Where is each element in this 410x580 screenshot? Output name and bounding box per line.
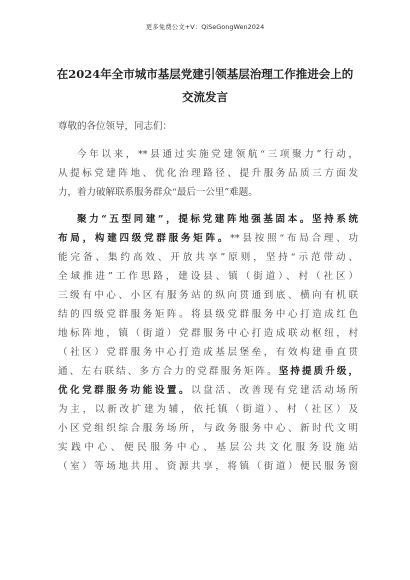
paragraph-2-line: 为主，以新改扩建为辅，依托镇（街道）、村（社区）及: [58, 404, 358, 415]
paragraph-2-line: 小区党组织综合服务场所，与政务服务中心、新时代文明: [58, 423, 358, 434]
paragraph-1-line: 从提标党建阵地、优化治理路径、提升服务品质三方面发: [58, 168, 358, 179]
paragraph-2-line: 实践中心、便民服务中心、基层公共文化服务设施站: [58, 442, 358, 453]
body-text: 通、左右联结、多方合力的党群服务矩阵。: [58, 366, 279, 377]
subheading: 布局，构建四级党群服务矩阵。: [58, 233, 231, 244]
page-header: 更多免费公文+V：QiSeGongWen2024: [145, 23, 265, 31]
paragraph-2-line: [58, 381, 358, 400]
paragraph-2-line: 三级有中心、小区有服务站的纵向贯通到底、横向有机联: [58, 290, 358, 301]
paragraph-1-line: 力，着力破解联系服务群众“最后一公里”难题。: [58, 187, 258, 198]
paragraph-2-line: （社区）党群服务中心打造成基层堡垒，有效构建垂直贯: [58, 347, 358, 358]
document-title-line-2: 交流发言: [182, 90, 228, 104]
paragraph-2-heading: 聚力“五型同建”，提标党建阵地强基固本。坚持系统: [77, 214, 358, 225]
paragraph-1-line: 今年以来，**县通过实施党建领航“三项聚力”行动，: [77, 149, 358, 160]
body-text: **县按照“布局合理、功: [230, 233, 358, 244]
paragraph-2-line: [58, 362, 358, 381]
paragraph-2-line: （室）等场地共用、资源共享，将镇（街道）便民服务窗: [58, 461, 358, 472]
paragraph-2-line: 结的四级党群服务矩阵。将县级党群服务中心打造成红色: [58, 309, 358, 320]
subheading: 优化党群服务功能设置。: [58, 385, 192, 396]
subheading: 坚持提质升级，: [278, 366, 358, 377]
paragraph-2-line: 能完备、集约高效、开放共享”原则，坚持“示范带动、: [58, 252, 358, 263]
paragraph-2-line: 地标阵地，镇（街道）党群服务中心打造成联动枢纽，村: [58, 328, 358, 339]
paragraph-2-line: 全域推进”工作思路，建设县、镇（街道）、村（社区）: [58, 271, 358, 282]
body-text: 以盘活、改善现有党建活动场所: [191, 385, 358, 396]
greeting: 尊敬的各位领导，同志们：: [58, 121, 173, 132]
document-title-line-1: 在2024年全市城市基层党建引领基层治理工作推进会上的: [56, 67, 354, 81]
paragraph-2-line: [58, 229, 358, 248]
